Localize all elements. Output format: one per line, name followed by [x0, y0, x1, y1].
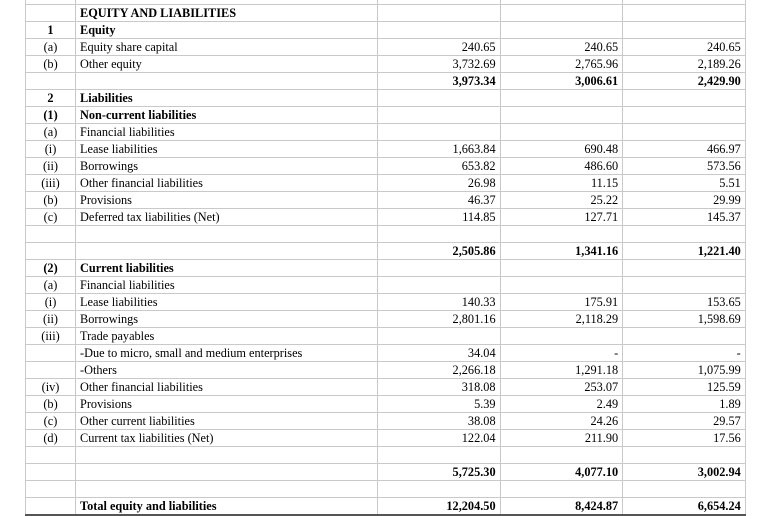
row-serial-number [26, 481, 76, 498]
row-serial-number: (ii) [26, 311, 76, 328]
table-row [26, 107, 746, 124]
row-value-col-2: 1,291.18 [500, 362, 623, 379]
row-value-col-1 [378, 447, 501, 464]
row-value-col-2: 25.22 [500, 192, 623, 209]
row-value-col-2: 253.07 [500, 379, 623, 396]
row-value-col-3 [623, 226, 746, 243]
row-value-col-3: 466.97 [623, 141, 746, 158]
row-value-col-2: 8,424.87 [500, 498, 623, 516]
row-value-col-1: 5.39 [378, 396, 501, 413]
row-value-col-2: 1,341.16 [500, 243, 623, 260]
table-row [26, 447, 746, 464]
row-value-col-2: 3,006.61 [500, 73, 623, 90]
row-particulars: Other financial liabilities [76, 379, 378, 396]
row-value-col-2: 2,765.96 [500, 56, 623, 73]
row-value-col-1 [378, 226, 501, 243]
row-value-col-1: 5,725.30 [378, 464, 501, 481]
row-serial-number: (b) [26, 396, 76, 413]
row-serial-number [26, 447, 76, 464]
row-value-col-1: 318.08 [378, 379, 501, 396]
table-row [26, 430, 746, 447]
table-row [26, 481, 746, 498]
row-serial-number: (iii) [26, 328, 76, 345]
table-row [26, 277, 746, 294]
table-row [26, 90, 746, 107]
row-serial-number [26, 226, 76, 243]
row-serial-number [26, 5, 76, 22]
row-value-col-1: 2,801.16 [378, 311, 501, 328]
row-value-col-3: - [623, 345, 746, 362]
table-row [26, 39, 746, 56]
table-row [26, 379, 746, 396]
table-row [26, 498, 746, 516]
row-particulars: Deferred tax liabilities (Net) [76, 209, 378, 226]
row-value-col-3: 5.51 [623, 175, 746, 192]
row-serial-number [26, 498, 76, 516]
row-value-col-1 [378, 260, 501, 277]
row-value-col-1: 653.82 [378, 158, 501, 175]
row-value-col-2 [500, 260, 623, 277]
row-value-col-1 [378, 22, 501, 39]
row-value-col-2: - [500, 345, 623, 362]
row-value-col-1: 114.85 [378, 209, 501, 226]
row-value-col-3: 29.99 [623, 192, 746, 209]
row-value-col-3: 6,654.24 [623, 498, 746, 516]
row-value-col-1 [378, 328, 501, 345]
row-particulars: Lease liabilities [76, 294, 378, 311]
row-serial-number [26, 345, 76, 362]
row-particulars [76, 447, 378, 464]
table-row [26, 345, 746, 362]
row-value-col-1 [378, 481, 501, 498]
row-value-col-3: 17.56 [623, 430, 746, 447]
table-row [26, 22, 746, 39]
table-row [26, 158, 746, 175]
row-value-col-1: 2,266.18 [378, 362, 501, 379]
table-row [26, 209, 746, 226]
row-value-col-3: 1,075.99 [623, 362, 746, 379]
row-value-col-3: 125.59 [623, 379, 746, 396]
row-value-col-1: 1,663.84 [378, 141, 501, 158]
row-serial-number: (d) [26, 430, 76, 447]
row-value-col-3: 1.89 [623, 396, 746, 413]
row-value-col-1: 3,732.69 [378, 56, 501, 73]
row-value-col-3 [623, 22, 746, 39]
table-body [26, 0, 746, 515]
row-value-col-2: 175.91 [500, 294, 623, 311]
row-serial-number: (a) [26, 124, 76, 141]
row-particulars: Other equity [76, 56, 378, 73]
table-row [26, 141, 746, 158]
row-value-col-3: 153.65 [623, 294, 746, 311]
row-value-col-2 [500, 328, 623, 345]
table-row [26, 260, 746, 277]
row-value-col-2: 240.65 [500, 39, 623, 56]
row-value-col-2 [500, 22, 623, 39]
row-particulars: Other current liabilities [76, 413, 378, 430]
row-value-col-2: 2.49 [500, 396, 623, 413]
table-row [26, 413, 746, 430]
row-serial-number [26, 362, 76, 379]
row-value-col-2: 211.90 [500, 430, 623, 447]
row-value-col-2: 24.26 [500, 413, 623, 430]
row-value-col-3: 29.57 [623, 413, 746, 430]
table-row [26, 73, 746, 90]
row-value-col-1: 12,204.50 [378, 498, 501, 516]
row-serial-number: 2 [26, 90, 76, 107]
equity-and-liabilities-table [25, 0, 746, 516]
row-value-col-2: 127.71 [500, 209, 623, 226]
row-value-col-1: 3,973.34 [378, 73, 501, 90]
row-value-col-2 [500, 124, 623, 141]
row-serial-number: (ii) [26, 158, 76, 175]
row-particulars: Financial liabilities [76, 277, 378, 294]
table-row [26, 175, 746, 192]
row-particulars: Provisions [76, 192, 378, 209]
row-value-col-3: 1,598.69 [623, 311, 746, 328]
table-row [26, 328, 746, 345]
row-particulars: Trade payables [76, 328, 378, 345]
row-value-col-3: 573.56 [623, 158, 746, 175]
row-value-col-2 [500, 447, 623, 464]
table-row [26, 192, 746, 209]
row-value-col-2 [500, 107, 623, 124]
table-row [26, 243, 746, 260]
row-value-col-3 [623, 260, 746, 277]
row-particulars [76, 464, 378, 481]
row-value-col-3 [623, 277, 746, 294]
table-row [26, 396, 746, 413]
row-value-col-1 [378, 124, 501, 141]
row-serial-number: (iv) [26, 379, 76, 396]
row-serial-number: (i) [26, 141, 76, 158]
row-particulars: Current liabilities [76, 260, 378, 277]
row-serial-number: (iii) [26, 175, 76, 192]
row-particulars [76, 73, 378, 90]
row-value-col-3 [623, 481, 746, 498]
row-value-col-3 [623, 107, 746, 124]
row-particulars: Liabilities [76, 90, 378, 107]
row-particulars: EQUITY AND LIABILITIES [76, 5, 378, 22]
row-value-col-3: 2,189.26 [623, 56, 746, 73]
row-value-col-3: 3,002.94 [623, 464, 746, 481]
row-serial-number: (a) [26, 277, 76, 294]
row-particulars: Equity [76, 22, 378, 39]
row-value-col-3: 240.65 [623, 39, 746, 56]
row-particulars: Borrowings [76, 158, 378, 175]
table-row [26, 5, 746, 22]
row-value-col-2 [500, 90, 623, 107]
row-serial-number: (1) [26, 107, 76, 124]
row-particulars: -Others [76, 362, 378, 379]
row-value-col-1 [378, 107, 501, 124]
row-value-col-2: 11.15 [500, 175, 623, 192]
row-value-col-1: 34.04 [378, 345, 501, 362]
row-value-col-2: 2,118.29 [500, 311, 623, 328]
row-value-col-3 [623, 328, 746, 345]
row-value-col-2 [500, 277, 623, 294]
row-value-col-1: 38.08 [378, 413, 501, 430]
row-serial-number: (c) [26, 413, 76, 430]
row-value-col-1: 240.65 [378, 39, 501, 56]
row-value-col-3: 1,221.40 [623, 243, 746, 260]
row-value-col-2 [500, 481, 623, 498]
row-particulars: Non-current liabilities [76, 107, 378, 124]
row-particulars: Lease liabilities [76, 141, 378, 158]
row-value-col-2: 690.48 [500, 141, 623, 158]
table-row [26, 124, 746, 141]
row-serial-number: (i) [26, 294, 76, 311]
row-value-col-2 [500, 226, 623, 243]
row-particulars: Financial liabilities [76, 124, 378, 141]
row-value-col-3 [623, 447, 746, 464]
table-row [26, 294, 746, 311]
table-row [26, 226, 746, 243]
row-particulars: Other financial liabilities [76, 175, 378, 192]
row-particulars: Equity share capital [76, 39, 378, 56]
row-serial-number [26, 73, 76, 90]
row-value-col-1 [378, 5, 501, 22]
table-row [26, 56, 746, 73]
row-particulars: Current tax liabilities (Net) [76, 430, 378, 447]
row-serial-number: (b) [26, 56, 76, 73]
row-particulars: Borrowings [76, 311, 378, 328]
row-value-col-1: 46.37 [378, 192, 501, 209]
table-row [26, 311, 746, 328]
row-value-col-1: 26.98 [378, 175, 501, 192]
row-value-col-1: 140.33 [378, 294, 501, 311]
row-serial-number: (a) [26, 39, 76, 56]
row-particulars: Provisions [76, 396, 378, 413]
row-particulars: -Due to micro, small and medium enterprises [76, 345, 378, 362]
row-value-col-1: 122.04 [378, 430, 501, 447]
row-serial-number: (b) [26, 192, 76, 209]
row-serial-number [26, 464, 76, 481]
table-row [26, 362, 746, 379]
row-value-col-1 [378, 90, 501, 107]
row-value-col-3 [623, 90, 746, 107]
row-serial-number: 1 [26, 22, 76, 39]
table-row [26, 464, 746, 481]
row-value-col-2 [500, 5, 623, 22]
row-value-col-2: 486.60 [500, 158, 623, 175]
row-serial-number [26, 243, 76, 260]
row-particulars: Total equity and liabilities [76, 498, 378, 516]
row-value-col-1: 2,505.86 [378, 243, 501, 260]
row-value-col-3: 145.37 [623, 209, 746, 226]
row-particulars [76, 481, 378, 498]
row-value-col-3 [623, 5, 746, 22]
row-serial-number: (c) [26, 209, 76, 226]
row-value-col-3 [623, 124, 746, 141]
row-value-col-1 [378, 277, 501, 294]
row-serial-number: (2) [26, 260, 76, 277]
row-particulars [76, 243, 378, 260]
row-particulars [76, 226, 378, 243]
row-value-col-2: 4,077.10 [500, 464, 623, 481]
row-value-col-3: 2,429.90 [623, 73, 746, 90]
